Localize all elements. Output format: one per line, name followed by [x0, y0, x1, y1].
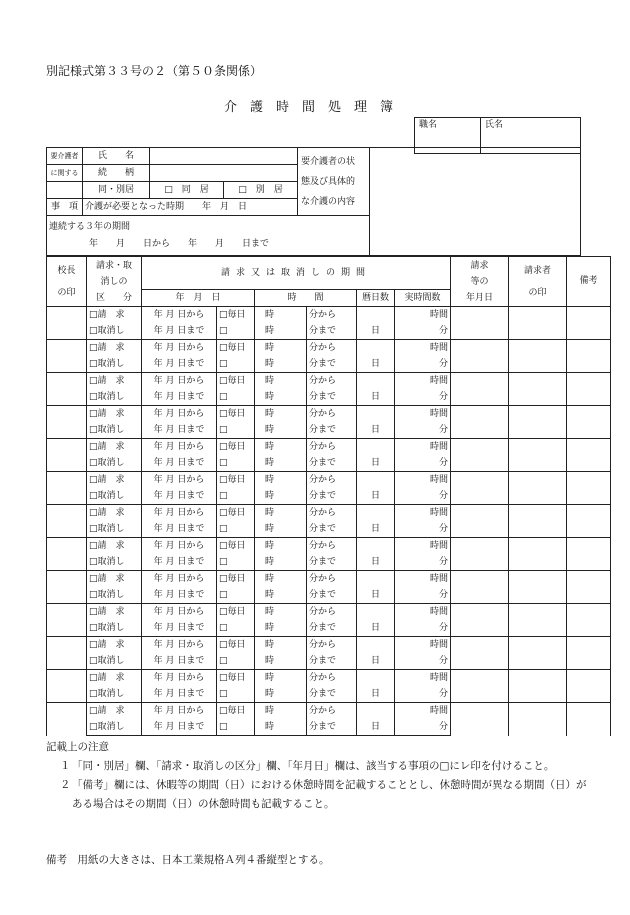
date-to-field[interactable]: 年 月 日まで: [142, 389, 217, 406]
cancel-checkbox[interactable]: □取消し: [87, 389, 142, 406]
request-checkbox[interactable]: □請 求: [87, 340, 142, 357]
time-to-minute[interactable]: 分まで: [307, 653, 357, 670]
date-from-field[interactable]: 年 月 日から: [142, 538, 217, 555]
time-to-minute[interactable]: 分まで: [307, 488, 357, 505]
time-from-minute[interactable]: 分から: [307, 604, 357, 621]
name-row-label: 氏 名: [83, 148, 150, 165]
time-from-hour[interactable]: 時: [255, 472, 307, 489]
time-to-hour[interactable]: 時: [255, 422, 307, 439]
remarks-cell[interactable]: [567, 571, 611, 604]
hours-cell[interactable]: 時間: [395, 604, 451, 621]
time-from-minute[interactable]: 分から: [307, 307, 357, 324]
remarks-cell[interactable]: [567, 340, 611, 373]
days-unit[interactable]: 日: [357, 686, 395, 703]
minutes-cell[interactable]: 分: [395, 521, 451, 538]
requester-seal-cell[interactable]: [509, 373, 567, 406]
principal-seal-cell[interactable]: [47, 505, 87, 538]
days-cell[interactable]: [357, 703, 395, 720]
minutes-cell[interactable]: 分: [395, 488, 451, 505]
time-from-hour[interactable]: 時: [255, 670, 307, 687]
remarks-cell[interactable]: [567, 703, 611, 736]
days-unit[interactable]: 日: [357, 620, 395, 637]
days-unit[interactable]: 日: [357, 587, 395, 604]
request-checkbox[interactable]: □請 求: [87, 538, 142, 555]
time-from-minute[interactable]: 分から: [307, 703, 357, 720]
requester-seal-cell[interactable]: [509, 670, 567, 703]
minutes-cell[interactable]: 分: [395, 389, 451, 406]
date-to-field[interactable]: 年 月 日まで: [142, 686, 217, 703]
time-subheader: 時 間: [255, 290, 357, 307]
requester-seal-cell[interactable]: [509, 505, 567, 538]
principal-seal-cell[interactable]: [47, 307, 87, 340]
request-checkbox[interactable]: □請 求: [87, 703, 142, 720]
days-unit[interactable]: 日: [357, 323, 395, 340]
remarks-cell[interactable]: [567, 538, 611, 571]
hours-cell[interactable]: 時間: [395, 703, 451, 720]
days-cell[interactable]: [357, 538, 395, 555]
days-cell[interactable]: [357, 472, 395, 489]
time-from-minute[interactable]: 分から: [307, 406, 357, 423]
time-to-hour[interactable]: 時: [255, 587, 307, 604]
time-to-minute[interactable]: 分まで: [307, 587, 357, 604]
request-checkbox[interactable]: □請 求: [87, 637, 142, 654]
date-to-field[interactable]: 年 月 日まで: [142, 422, 217, 439]
time-from-minute[interactable]: 分から: [307, 571, 357, 588]
daily-blank-checkbox[interactable]: □: [217, 719, 255, 736]
time-from-hour[interactable]: 時: [255, 604, 307, 621]
date-from-field[interactable]: 年 月 日から: [142, 439, 217, 456]
request-date-header: 請求 等の 年月日: [451, 257, 509, 307]
time-from-hour[interactable]: 時: [255, 571, 307, 588]
requester-seal-cell[interactable]: [509, 604, 567, 637]
daily-blank-checkbox[interactable]: □: [217, 422, 255, 439]
daily-checkbox[interactable]: □毎日: [217, 439, 255, 456]
date-to-field[interactable]: 年 月 日まで: [142, 356, 217, 373]
hours-subheader: 実時間数: [395, 290, 451, 307]
principal-seal-cell[interactable]: [47, 340, 87, 373]
cancel-checkbox[interactable]: □取消し: [87, 323, 142, 340]
cancel-checkbox[interactable]: □取消し: [87, 719, 142, 736]
remarks-cell[interactable]: [567, 439, 611, 472]
three-year-label: 連続する３年の期間: [49, 222, 131, 232]
daily-blank-checkbox[interactable]: □: [217, 653, 255, 670]
time-to-hour[interactable]: 時: [255, 521, 307, 538]
daily-checkbox[interactable]: □毎日: [217, 340, 255, 357]
time-from-minute[interactable]: 分から: [307, 439, 357, 456]
time-from-hour[interactable]: 時: [255, 538, 307, 555]
days-unit[interactable]: 日: [357, 719, 395, 736]
request-checkbox[interactable]: □請 求: [87, 307, 142, 324]
remarks-cell[interactable]: [567, 505, 611, 538]
note-text: 「備考」欄には、休暇等の期間（日）における休憩時間を記載することとし、休憩時間が異なる期間（日）がある場合はその期間（日）の休憩時間も記載すること。: [72, 779, 587, 810]
days-unit[interactable]: 日: [357, 554, 395, 571]
time-to-hour[interactable]: 時: [255, 323, 307, 340]
days-cell[interactable]: [357, 505, 395, 522]
requester-seal-cell[interactable]: [509, 307, 567, 340]
date-from-field[interactable]: 年 月 日から: [142, 505, 217, 522]
days-cell[interactable]: [357, 340, 395, 357]
daily-checkbox[interactable]: □毎日: [217, 604, 255, 621]
principal-seal-cell[interactable]: [47, 439, 87, 472]
date-from-field[interactable]: 年 月 日から: [142, 670, 217, 687]
days-cell[interactable]: [357, 406, 395, 423]
time-to-minute[interactable]: 分まで: [307, 521, 357, 538]
date-from-field[interactable]: 年 月 日から: [142, 604, 217, 621]
remarks-cell[interactable]: [567, 604, 611, 637]
request-checkbox[interactable]: □請 求: [87, 670, 142, 687]
time-to-hour[interactable]: 時: [255, 554, 307, 571]
days-unit[interactable]: 日: [357, 422, 395, 439]
table-row: [47, 406, 611, 423]
care-recipient-info-table: [46, 147, 581, 256]
principal-seal-cell[interactable]: [47, 538, 87, 571]
daily-checkbox[interactable]: □毎日: [217, 472, 255, 489]
date-to-field[interactable]: 年 月 日まで: [142, 719, 217, 736]
request-date-cell[interactable]: [451, 538, 509, 571]
care-time-table: [46, 256, 611, 736]
table-row: [47, 703, 611, 720]
time-from-hour[interactable]: 時: [255, 637, 307, 654]
relation-input[interactable]: [150, 165, 298, 182]
requester-seal-cell[interactable]: [509, 703, 567, 736]
position-label: 職名: [419, 120, 438, 130]
remarks-cell[interactable]: [567, 373, 611, 406]
time-to-hour[interactable]: 時: [255, 719, 307, 736]
time-to-minute[interactable]: 分まで: [307, 389, 357, 406]
request-checkbox[interactable]: □請 求: [87, 505, 142, 522]
remarks-cell[interactable]: [567, 307, 611, 340]
date-from-field[interactable]: 年 月 日から: [142, 406, 217, 423]
time-to-minute[interactable]: 分まで: [307, 686, 357, 703]
living-together-checkbox[interactable]: □ 同 居: [150, 182, 224, 199]
period-header: 請求又は取消しの期間: [142, 257, 451, 290]
note-text: 「同・別居」欄、「請求・取消しの区分」欄、「年月日」欄は、該当する事項の□にレ印を付けること。: [72, 760, 555, 772]
days-cell[interactable]: [357, 604, 395, 621]
daily-blank-checkbox[interactable]: □: [217, 587, 255, 604]
principal-seal-header: 校長 の印: [47, 257, 87, 307]
three-year-dates: 年 月 日から 年 月 日まで: [89, 239, 270, 249]
table-row: [47, 439, 611, 456]
remarks-header: 備考: [567, 257, 611, 307]
paper-size-remark: 備考 用紙の大きさは、日本工業規格Ａ列４番縦型とする。: [46, 854, 330, 866]
table-row: [47, 373, 611, 390]
category-header: 請求・取 消しの 区 分: [87, 257, 142, 307]
hours-cell[interactable]: 時間: [395, 340, 451, 357]
minutes-cell[interactable]: 分: [395, 356, 451, 373]
time-to-minute[interactable]: 分まで: [307, 323, 357, 340]
care-state-input[interactable]: [370, 148, 581, 256]
request-checkbox[interactable]: □請 求: [87, 373, 142, 390]
date-to-field[interactable]: 年 月 日まで: [142, 521, 217, 538]
days-cell[interactable]: [357, 670, 395, 687]
time-to-hour[interactable]: 時: [255, 389, 307, 406]
date-to-field[interactable]: 年 月 日まで: [142, 323, 217, 340]
days-unit[interactable]: 日: [357, 521, 395, 538]
remarks-cell[interactable]: [567, 637, 611, 670]
date-to-field[interactable]: 年 月 日まで: [142, 488, 217, 505]
requester-seal-cell[interactable]: [509, 340, 567, 373]
living-row-label: 同・別居: [83, 182, 150, 199]
care-needed-date[interactable]: 介護が必要となった時期 年 月 日: [83, 199, 298, 216]
requester-seal-cell[interactable]: [509, 406, 567, 439]
table-row: [47, 538, 611, 555]
request-date-cell[interactable]: [451, 472, 509, 505]
table-row: [47, 307, 611, 324]
table-row: [47, 604, 611, 621]
requester-seal-cell[interactable]: [509, 439, 567, 472]
hours-cell[interactable]: 時間: [395, 439, 451, 456]
time-from-minute[interactable]: 分から: [307, 472, 357, 489]
time-from-minute[interactable]: 分から: [307, 670, 357, 687]
recipient-name-input[interactable]: [150, 148, 298, 165]
hours-cell[interactable]: 時間: [395, 637, 451, 654]
time-from-minute[interactable]: 分から: [307, 505, 357, 522]
time-from-hour[interactable]: 時: [255, 340, 307, 357]
hours-cell[interactable]: 時間: [395, 538, 451, 555]
request-checkbox[interactable]: □請 求: [87, 472, 142, 489]
time-to-hour[interactable]: 時: [255, 686, 307, 703]
date-from-field[interactable]: 年 月 日から: [142, 307, 217, 324]
table-row: [47, 637, 611, 654]
time-from-hour[interactable]: 時: [255, 439, 307, 456]
date-to-field[interactable]: 年 月 日まで: [142, 653, 217, 670]
time-to-minute[interactable]: 分まで: [307, 719, 357, 736]
time-to-hour[interactable]: 時: [255, 620, 307, 637]
date-from-field[interactable]: 年 月 日から: [142, 637, 217, 654]
page-title: 介護時間処理簿: [223, 100, 406, 115]
minutes-cell[interactable]: 分: [395, 455, 451, 472]
request-date-cell[interactable]: [451, 406, 509, 439]
request-checkbox[interactable]: □請 求: [87, 439, 142, 456]
daily-blank-checkbox[interactable]: □: [217, 356, 255, 373]
hours-cell[interactable]: 時間: [395, 571, 451, 588]
remarks-cell[interactable]: [567, 406, 611, 439]
hours-cell[interactable]: 時間: [395, 406, 451, 423]
request-date-cell[interactable]: [451, 373, 509, 406]
time-to-minute[interactable]: 分まで: [307, 356, 357, 373]
requester-seal-cell[interactable]: [509, 472, 567, 505]
note-item: [46, 776, 596, 814]
cancel-checkbox[interactable]: □取消し: [87, 554, 142, 571]
side-label-2: に関する: [47, 165, 83, 182]
requester-seal-cell[interactable]: [509, 637, 567, 670]
daily-blank-checkbox[interactable]: □: [217, 389, 255, 406]
time-to-hour[interactable]: 時: [255, 488, 307, 505]
form-number: 別記様式第３３号の２（第５０条関係）: [46, 64, 263, 78]
minutes-cell[interactable]: 分: [395, 653, 451, 670]
minutes-cell[interactable]: 分: [395, 323, 451, 340]
date-to-field[interactable]: 年 月 日まで: [142, 455, 217, 472]
hours-cell[interactable]: 時間: [395, 307, 451, 324]
request-checkbox[interactable]: □請 求: [87, 406, 142, 423]
principal-seal-cell[interactable]: [47, 637, 87, 670]
requester-seal-cell[interactable]: [509, 571, 567, 604]
request-date-cell[interactable]: [451, 439, 509, 472]
cancel-checkbox[interactable]: □取消し: [87, 521, 142, 538]
table-row: [47, 505, 611, 522]
days-cell[interactable]: [357, 571, 395, 588]
days-unit[interactable]: 日: [357, 389, 395, 406]
time-from-hour[interactable]: 時: [255, 307, 307, 324]
date-to-field[interactable]: 年 月 日まで: [142, 587, 217, 604]
requester-seal-header: 請求者 の印: [509, 257, 567, 307]
daily-blank-checkbox[interactable]: □: [217, 554, 255, 571]
daily-checkbox[interactable]: □毎日: [217, 538, 255, 555]
side-label-blank: [47, 182, 83, 199]
time-to-minute[interactable]: 分まで: [307, 620, 357, 637]
request-date-cell[interactable]: [451, 703, 509, 736]
three-year-period[interactable]: [47, 216, 370, 256]
note-number: ２: [60, 779, 71, 791]
side-label-1: 要介護者: [47, 148, 83, 165]
living-separate-checkbox[interactable]: □ 別 居: [224, 182, 298, 199]
daily-checkbox[interactable]: □毎日: [217, 703, 255, 720]
minutes-cell[interactable]: 分: [395, 587, 451, 604]
days-unit[interactable]: 日: [357, 488, 395, 505]
table-row: [47, 340, 611, 357]
date-to-field[interactable]: 年 月 日まで: [142, 620, 217, 637]
time-to-minute[interactable]: 分まで: [307, 455, 357, 472]
request-date-cell[interactable]: [451, 637, 509, 670]
daily-blank-checkbox[interactable]: □: [217, 488, 255, 505]
daily-blank-checkbox[interactable]: □: [217, 323, 255, 340]
days-unit[interactable]: 日: [357, 653, 395, 670]
date-from-field[interactable]: 年 月 日から: [142, 703, 217, 720]
daily-checkbox[interactable]: □毎日: [217, 307, 255, 324]
time-from-minute[interactable]: 分から: [307, 538, 357, 555]
hours-cell[interactable]: 時間: [395, 472, 451, 489]
principal-seal-cell[interactable]: [47, 472, 87, 505]
daily-checkbox[interactable]: □毎日: [217, 505, 255, 522]
date-from-field[interactable]: 年 月 日から: [142, 472, 217, 489]
principal-seal-cell[interactable]: [47, 703, 87, 736]
time-from-hour[interactable]: 時: [255, 703, 307, 720]
principal-seal-cell[interactable]: [47, 571, 87, 604]
daily-blank-checkbox[interactable]: □: [217, 521, 255, 538]
table-row: [47, 472, 611, 489]
principal-seal-cell[interactable]: [47, 373, 87, 406]
time-to-minute[interactable]: 分まで: [307, 554, 357, 571]
note-number: １: [60, 760, 71, 772]
requester-seal-cell[interactable]: [509, 538, 567, 571]
days-cell[interactable]: [357, 373, 395, 390]
cancel-checkbox[interactable]: □取消し: [87, 587, 142, 604]
daily-checkbox[interactable]: □毎日: [217, 637, 255, 654]
request-date-cell[interactable]: [451, 670, 509, 703]
minutes-cell[interactable]: 分: [395, 686, 451, 703]
table-row: [47, 670, 611, 687]
request-date-cell[interactable]: [451, 340, 509, 373]
minutes-cell[interactable]: 分: [395, 554, 451, 571]
date-subheader: 年 月 日: [142, 290, 255, 307]
cancel-checkbox[interactable]: □取消し: [87, 356, 142, 373]
daily-checkbox[interactable]: □毎日: [217, 571, 255, 588]
date-from-field[interactable]: 年 月 日から: [142, 340, 217, 357]
note-item: [46, 757, 596, 776]
time-from-minute[interactable]: 分から: [307, 637, 357, 654]
date-from-field[interactable]: 年 月 日から: [142, 373, 217, 390]
request-date-cell[interactable]: [451, 307, 509, 340]
time-to-hour[interactable]: 時: [255, 653, 307, 670]
date-from-field[interactable]: 年 月 日から: [142, 571, 217, 588]
principal-seal-cell[interactable]: [47, 670, 87, 703]
remarks-cell[interactable]: [567, 472, 611, 505]
principal-seal-cell[interactable]: [47, 406, 87, 439]
time-to-hour[interactable]: 時: [255, 455, 307, 472]
care-state-label: 要介護者の状 態及び具体的 な介護の内容: [298, 148, 370, 216]
days-unit[interactable]: 日: [357, 356, 395, 373]
days-subheader: 暦日数: [357, 290, 395, 307]
principal-seal-cell[interactable]: [47, 604, 87, 637]
minutes-cell[interactable]: 分: [395, 620, 451, 637]
days-unit[interactable]: 日: [357, 455, 395, 472]
name-label: 氏名: [485, 120, 504, 130]
days-cell[interactable]: [357, 637, 395, 654]
daily-checkbox[interactable]: □毎日: [217, 373, 255, 390]
request-date-cell[interactable]: [451, 604, 509, 637]
hours-cell[interactable]: 時間: [395, 373, 451, 390]
daily-blank-checkbox[interactable]: □: [217, 686, 255, 703]
table-row: [47, 571, 611, 588]
time-from-hour[interactable]: 時: [255, 406, 307, 423]
daily-checkbox[interactable]: □毎日: [217, 406, 255, 423]
time-to-minute[interactable]: 分まで: [307, 422, 357, 439]
time-from-minute[interactable]: 分から: [307, 340, 357, 357]
cancel-checkbox[interactable]: □取消し: [87, 488, 142, 505]
notes-section: [46, 738, 596, 814]
days-cell[interactable]: [357, 307, 395, 324]
remarks-cell[interactable]: [567, 670, 611, 703]
hours-cell[interactable]: 時間: [395, 505, 451, 522]
request-date-cell[interactable]: [451, 505, 509, 538]
cancel-checkbox[interactable]: □取消し: [87, 686, 142, 703]
daily-blank-checkbox[interactable]: □: [217, 455, 255, 472]
time-to-hour[interactable]: 時: [255, 356, 307, 373]
minutes-cell[interactable]: 分: [395, 422, 451, 439]
time-from-hour[interactable]: 時: [255, 373, 307, 390]
request-checkbox[interactable]: □請 求: [87, 571, 142, 588]
date-to-field[interactable]: 年 月 日まで: [142, 554, 217, 571]
minutes-cell[interactable]: 分: [395, 719, 451, 736]
cancel-checkbox[interactable]: □取消し: [87, 620, 142, 637]
daily-blank-checkbox[interactable]: □: [217, 620, 255, 637]
cancel-checkbox[interactable]: □取消し: [87, 653, 142, 670]
request-checkbox[interactable]: □請 求: [87, 604, 142, 621]
request-date-cell[interactable]: [451, 571, 509, 604]
side-label-3: 事 項: [47, 199, 83, 216]
daily-checkbox[interactable]: □毎日: [217, 670, 255, 687]
cancel-checkbox[interactable]: □取消し: [87, 455, 142, 472]
days-cell[interactable]: [357, 439, 395, 456]
time-from-hour[interactable]: 時: [255, 505, 307, 522]
notes-heading: 記載上の注意: [46, 741, 109, 753]
cancel-checkbox[interactable]: □取消し: [87, 422, 142, 439]
hours-cell[interactable]: 時間: [395, 670, 451, 687]
time-from-minute[interactable]: 分から: [307, 373, 357, 390]
relation-row-label: 続 柄: [83, 165, 150, 182]
